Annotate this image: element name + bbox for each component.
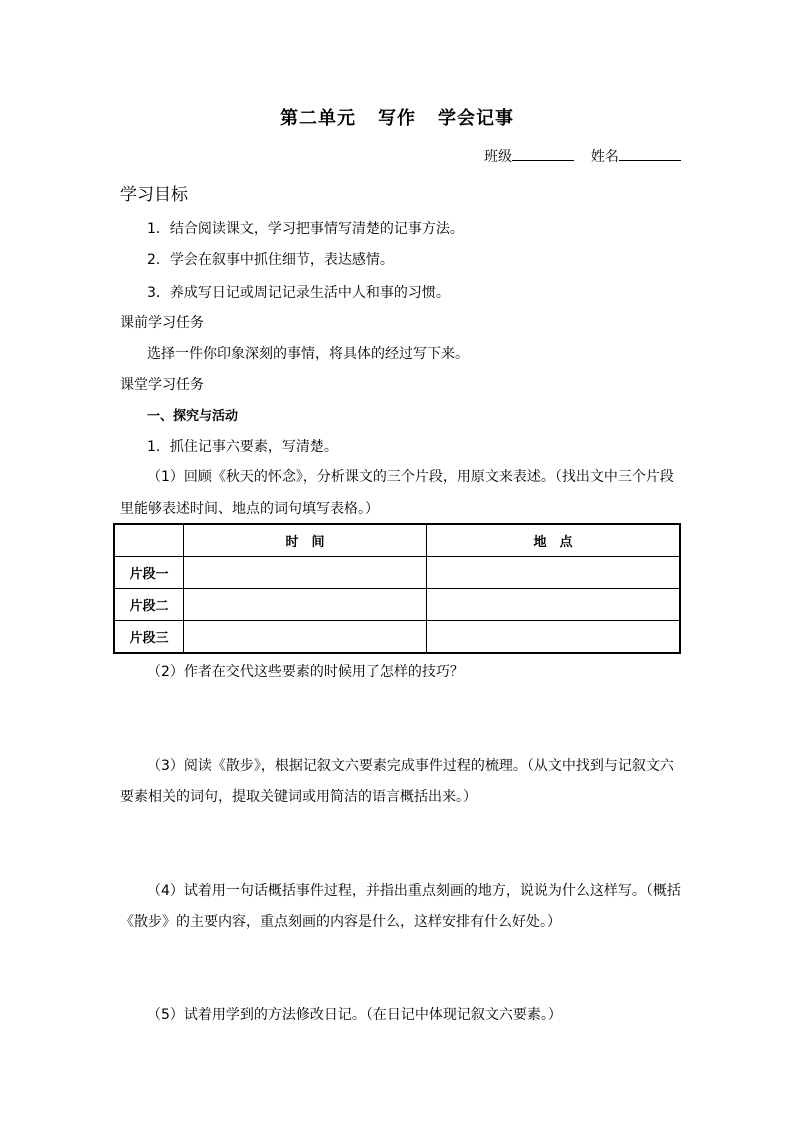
table-row (114, 589, 680, 621)
header-place: 地 点 (427, 524, 681, 557)
table-row (114, 557, 680, 589)
question-1-line-1: （1）回顾《秋天的怀念》，分析课文的三个片段，用原文来表述。（找出文中三个片段 (147, 469, 674, 485)
table-header-row (114, 524, 680, 557)
question-1-line-2: 里能够表述时间、地点的词句填写表格。） (120, 501, 379, 517)
place-cell[interactable] (427, 621, 681, 654)
name-blank[interactable] (619, 146, 681, 161)
title-writing: 写作 (378, 108, 416, 129)
pre-task-text: 选择一件你印象深刻的事情，将具体的经过写下来。 (147, 346, 469, 362)
question-2: （2）作者在交代这些要素的时候用了怎样的技巧？ (147, 664, 464, 680)
table-row (114, 621, 680, 654)
place-cell[interactable] (427, 589, 681, 621)
row-label: 片段三 (114, 621, 184, 654)
title-topic: 学会记事 (438, 108, 514, 129)
point-1: 1．抓住记事六要素，写清楚。 (147, 439, 338, 455)
title-unit: 第二单元 (280, 108, 356, 129)
time-cell[interactable] (184, 557, 427, 589)
table-corner (114, 524, 184, 557)
time-place-table (113, 523, 681, 654)
time-cell[interactable] (184, 621, 427, 654)
header-time: 时 间 (184, 524, 427, 557)
row-label: 片段二 (114, 589, 184, 621)
time-cell[interactable] (184, 589, 427, 621)
class-label: 班级 (484, 149, 512, 165)
question-5: （5）试着用学到的方法修改日记。（在日记中体现记叙文六要素。） (147, 1007, 562, 1023)
goal-item: 3．养成写日记或周记记录生活中人和事的习惯。 (147, 285, 450, 301)
name-label: 姓名 (590, 149, 619, 165)
goal-item: 2．学会在叙事中抓住细节，表达感情。 (147, 252, 394, 268)
question-3-line-2: 要素相关的词句，提取关键词或用简洁的语言概括出来。） (120, 789, 477, 805)
class-blank[interactable] (512, 146, 574, 161)
student-info (484, 146, 681, 166)
section-heading: 一、探究与活动 (147, 409, 239, 424)
row-label: 片段一 (114, 557, 184, 589)
goals-heading: 学习目标 (120, 185, 188, 205)
place-cell[interactable] (427, 557, 681, 589)
question-4-line-2: 《散步》的主要内容，重点刻画的内容是什么，这样安排有什么好处。） (120, 914, 561, 930)
question-3-line-1: （3）阅读《散步》，根据记叙文六要素完成事件过程的梳理。（从文中找到与记叙文六 (147, 758, 674, 774)
class-heading: 课堂学习任务 (120, 377, 204, 393)
question-4-line-1: （4）试着用一句话概括事件过程，并指出重点刻画的地方，说说为什么这样写。（概括 (147, 883, 681, 899)
goal-item: 1．结合阅读课文，学习把事情写清楚的记事方法。 (147, 221, 464, 237)
pre-heading: 课前学习任务 (120, 315, 204, 331)
page-title (0, 104, 794, 130)
